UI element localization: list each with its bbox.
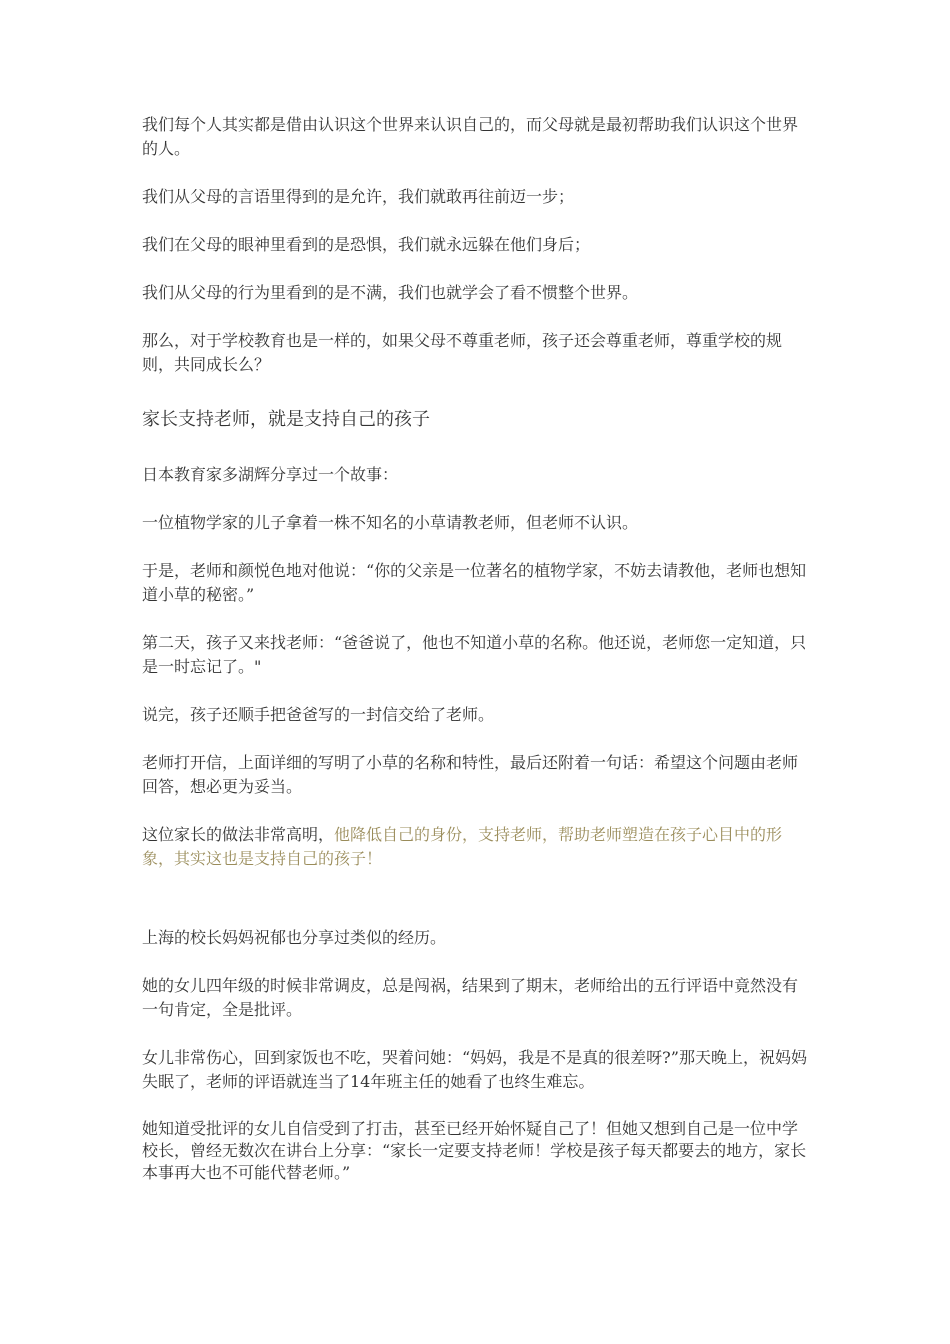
paragraph: 我们从父母的言语里得到的是允许，我们就敢再往前迈一步； <box>142 187 575 206</box>
paragraph: 她的女儿四年级的时候非常调皮，总是闯祸，结果到了期末，老师给出的五行评语中竟然没有一句肯定，全是批评。 <box>142 976 799 1019</box>
paragraph: 那么，对于学校教育也是一样的，如果父母不尊重老师，孩子还会尊重老师，尊重学校的规则，共同成长么？ <box>142 331 783 374</box>
paragraph: 我们每个人其实都是借由认识这个世界来认识自己的，而父母就是最初帮助我们认识这个世界的人。 <box>142 115 799 158</box>
paragraph: 她知道受批评的女儿自信受到了打击，甚至已经开始怀疑自己了！但她又想到自己是一位中学校长，曾经无数次在讲台上分享：“家长一定要支持老师！学校是孩子每天都要去的地方，家长本事再大也不可能代替老师。” <box>142 1119 807 1182</box>
paragraph-lead: 这位家长的做法非常高明， <box>142 825 335 844</box>
paragraph: 于是，老师和颜悦色地对他说：“你的父亲是一位著名的植物学家，不妨去请教他，老师也想知道小草的秘密。” <box>142 561 807 604</box>
section-heading: 家长支持老师，就是支持自己的孩子 <box>142 409 430 430</box>
highlight-paragraph <box>142 823 808 871</box>
paragraph: 上海的校长妈妈祝郁也分享过类似的经历。 <box>142 928 447 947</box>
paragraph: 说完，孩子还顺手把爸爸写的一封信交给了老师。 <box>142 705 495 724</box>
paragraph: 我们从父母的行为里看到的是不满，我们也就学会了看不惯整个世界。 <box>142 283 639 302</box>
paragraph: 老师打开信，上面详细的写明了小草的名称和特性，最后还附着一句话：希望这个问题由老师回答，想必更为妥当。 <box>142 753 799 796</box>
paragraph: 日本教育家多湖辉分享过一个故事： <box>142 465 399 484</box>
paragraph: 一位植物学家的儿子拿着一株不知名的小草请教老师，但老师不认识。 <box>142 513 639 532</box>
paragraph: 我们在父母的眼神里看到的是恐惧，我们就永远躲在他们身后； <box>142 235 591 254</box>
highlighted-text: 他降低自己的身份，支持老师，帮助老师塑造在孩子心目中的形象，其实这也是支持自己的孩子！ <box>142 825 783 868</box>
article-body <box>142 113 808 1184</box>
paragraph: 女儿非常伤心，回到家饭也不吃，哭着问她：“妈妈，我是不是真的很差呀?”那天晚上，祝妈妈失眠了，老师的评语就连当了14年班主任的她看了也终生难忘。 <box>142 1048 807 1091</box>
paragraph: 第二天，孩子又来找老师：“爸爸说了，他也不知道小草的名称。他还说，老师您一定知道，只是一时忘记了。" <box>142 633 807 676</box>
